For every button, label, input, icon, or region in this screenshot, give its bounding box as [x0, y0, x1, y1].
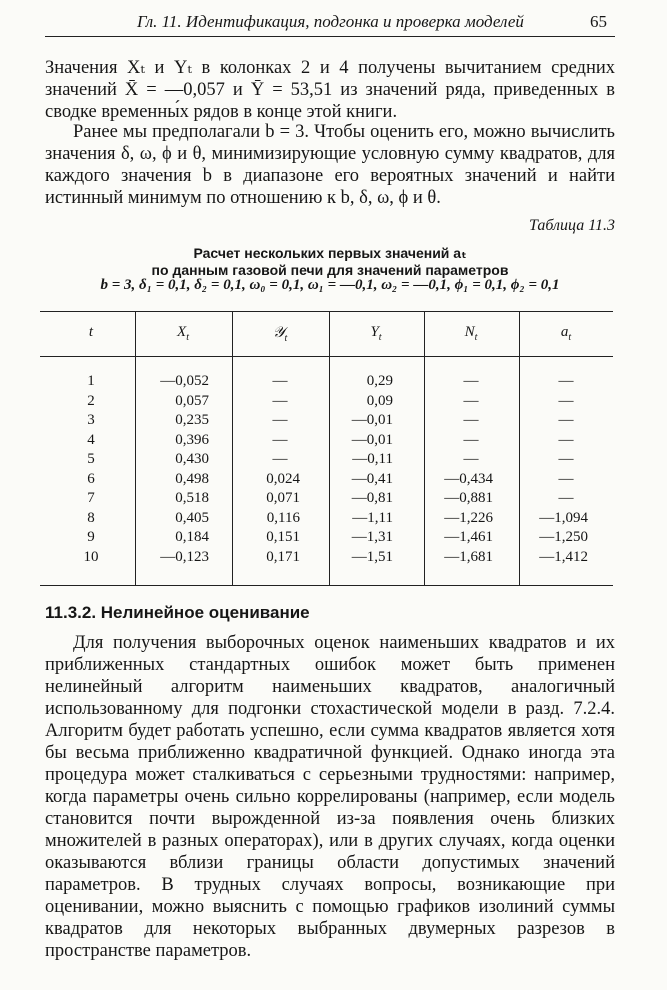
table-bottom-rule — [40, 585, 613, 586]
table-cell: — — [558, 392, 574, 409]
table-cell: 0,235 — [175, 412, 209, 428]
table-cell: —0,81 — [351, 490, 393, 506]
table-cell: — — [272, 451, 288, 467]
table-cell: —1,094 — [539, 509, 588, 526]
table-cell: 0,09 — [366, 392, 393, 409]
table-cell: 1 — [87, 373, 95, 389]
table-parameters: b = 3, δ₁ = 0,1, δ₂ = 0,1, ω₀ = 0,1, ω₁ = —0,1, ω₂ = —0,1, ϕ₁ = 0,1, ϕ₂ = 0,1 — [100, 277, 560, 293]
paragraph-estimation: Ранее мы предполагали b = 3. Чтобы оценить его, можно вычислить значения δ, ω, ϕ и θ, минимизирующие условную сумму квадратов, для каждого значения b в диапазоне его вероятных значений и найти истинный минимум по отношению к b, δ, ω, ϕ и θ. — [45, 122, 615, 208]
table-cell: — — [463, 373, 479, 389]
table-cell: —1,31 — [351, 529, 393, 545]
table-cell: —1,681 — [444, 548, 493, 565]
table-header-rule — [40, 356, 613, 357]
table-cell: —0,123 — [160, 548, 209, 565]
table-cell: —1,461 — [444, 529, 493, 545]
table-cell: 10 — [83, 548, 99, 565]
table-cell: — — [463, 392, 479, 409]
running-title: Гл. 11. Идентификация, подгонка и проверка моделей — [137, 12, 524, 31]
column-header: t — [88, 324, 94, 340]
table-cell: 4 — [87, 431, 95, 448]
table-cell: —0,052 — [160, 373, 209, 389]
table-cell: 0,184 — [175, 529, 209, 545]
table-cell: 0,071 — [266, 490, 300, 506]
table-cell: —0,881 — [444, 490, 493, 506]
column-divider — [329, 311, 330, 585]
column-header: $Y_t$ — [370, 324, 382, 343]
table-cell: — — [463, 451, 479, 467]
table-cell: 0,171 — [266, 548, 300, 565]
paragraph-nonlinear: Для получения выборочных оценок наименьших квадратов и их приближенных стандартных ошибок может быть применен нелинейный алгоритм наименьших квадратов, аналогичный использованному для подгонки стохастической модели в разд. 7.2.4. Алгоритм будет работать успешно, если сумма квадратов является хотя бы весьма приближенно квадратичной функцией. Однако иногда эта процедура может сталкиваться с серьезными трудностями: например, когда параметры очень сильно коррелированы (например, если модель становится почти вырожденной из-за появления очень близких множителей в разных операторах), или в других случаях, когда оценки оказываются вблизи границы области допустимых значений параметров. В трудных случаях вопросы, возникающие при оценивании, можно выяснить с помощью графиков изолиний суммы квадратов для некоторых выбранных двумерных разрезов в пространстве параметров. — [45, 633, 615, 961]
table-cell: 0,518 — [175, 490, 209, 506]
table-cell: 0,29 — [366, 373, 393, 389]
table-cell: 0,396 — [175, 431, 209, 448]
column-header: $a_t$ — [560, 324, 572, 343]
table-cell: 0,057 — [175, 392, 209, 409]
table-cell: 6 — [87, 470, 95, 487]
column-divider — [135, 311, 136, 585]
table-top-rule — [40, 311, 613, 312]
table-cell: 9 — [87, 529, 95, 545]
paragraph-intro: Значения Xₜ и Yₜ в колонках 2 и 4 получены вычитанием средних значений X̄ = —0,057 и Ȳ = 53,51 из значений ряда, приведенных в сводке временны́х рядов в конце этой книги. — [45, 58, 615, 122]
table-cell: 0,151 — [266, 529, 300, 545]
table-cell: 2 — [87, 392, 95, 409]
table-cell: —0,11 — [352, 451, 393, 467]
table-cell: — — [558, 412, 574, 428]
table-cell: —0,01 — [351, 431, 393, 448]
table-cell: — — [272, 412, 288, 428]
table-caption: Таблица 11.3 — [529, 217, 615, 234]
table-cell: — — [463, 412, 479, 428]
table-cell: —0,01 — [351, 412, 393, 428]
table-cell: — — [558, 373, 574, 389]
table-cell: 5 — [87, 451, 95, 467]
table-cell: 8 — [87, 509, 95, 526]
table-cell: 0,405 — [175, 509, 209, 526]
table-cell: 7 — [87, 490, 95, 506]
table-title-line2: по данным газовой печи для значений параметров — [151, 262, 509, 278]
table-cell: —1,226 — [444, 509, 493, 526]
column-header: $N_t$ — [464, 324, 478, 343]
table-title-line1: Расчет нескольких первых значений aₜ — [193, 245, 467, 261]
table-cell: — — [558, 451, 574, 467]
table-cell: —0,41 — [351, 470, 393, 487]
table-cell: —1,250 — [539, 529, 588, 545]
column-divider — [424, 311, 425, 585]
column-divider — [519, 311, 520, 585]
table-cell: — — [272, 431, 288, 448]
table-cell: —1,11 — [352, 509, 393, 526]
table-cell: 0,116 — [266, 509, 300, 526]
table-cell: —0,434 — [444, 470, 493, 487]
table-cell: —1,51 — [351, 548, 393, 565]
table-cell: — — [272, 373, 288, 389]
table-cell: 0,024 — [266, 470, 300, 487]
page-header — [45, 8, 615, 37]
table-cell: 0,498 — [175, 470, 209, 487]
section-title: 11.3.2. Нелинейное оценивание — [45, 603, 310, 622]
page-number: 65 — [590, 12, 607, 31]
table-cell: — — [558, 470, 574, 487]
table-cell: —1,412 — [539, 548, 588, 565]
column-header: $X_t$ — [177, 324, 189, 343]
table-cell: — — [558, 431, 574, 448]
table-cell: 0,430 — [175, 451, 209, 467]
table-cell: — — [463, 431, 479, 448]
table-cell: — — [272, 392, 288, 409]
column-header: 𝒴$_t$ — [272, 325, 288, 344]
table-cell: — — [558, 490, 574, 506]
column-divider — [232, 311, 233, 585]
table-cell: 3 — [87, 412, 95, 428]
